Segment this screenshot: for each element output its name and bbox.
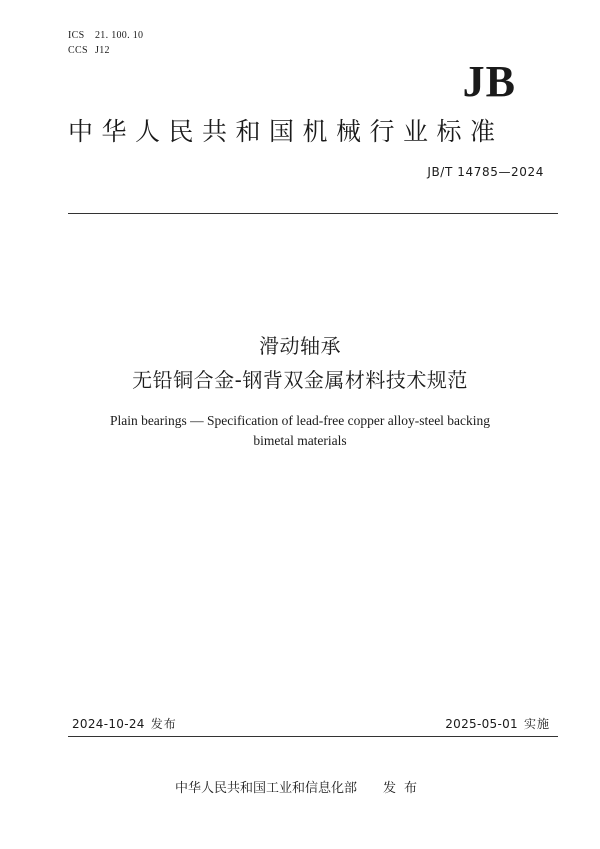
ccs-value: J12 — [95, 45, 110, 56]
ccs-code — [68, 45, 110, 56]
publish-label: 发布 — [383, 781, 426, 796]
ics-value: 21. 100. 10 — [95, 30, 144, 41]
jb-logo: JB — [462, 57, 516, 106]
top-divider — [68, 213, 558, 214]
title-zh-line2: 无铅铜合金-钢背双金属材料技术规范 — [132, 368, 468, 392]
ics-code — [68, 30, 143, 41]
bottom-divider — [68, 736, 558, 737]
issue-date-block — [72, 715, 177, 732]
standard-category-title: 中华人民共和国机械行业标准 — [68, 117, 504, 146]
implement-date: 2025-05-01 — [445, 717, 518, 731]
title-zh-line1: 滑动轴承 — [259, 334, 341, 358]
title-en-line2: bimetal materials — [253, 433, 347, 448]
title-en — [70, 411, 530, 451]
issue-label: 发布 — [150, 717, 177, 731]
implement-label: 实施 — [523, 717, 550, 731]
issue-date: 2024-10-24 — [72, 717, 145, 731]
standard-number: JB/T 14785—2024 — [427, 165, 544, 179]
title-en-line1: Plain bearings — Specification of lead-free copper alloy-steel backing — [109, 413, 491, 428]
ccs-label: CCS — [68, 45, 88, 56]
publisher-name: 中华人民共和国工业和信息化部 — [174, 781, 357, 796]
implement-date-block — [445, 715, 550, 732]
publisher-block — [0, 777, 600, 796]
ics-label: ICS — [68, 30, 85, 41]
